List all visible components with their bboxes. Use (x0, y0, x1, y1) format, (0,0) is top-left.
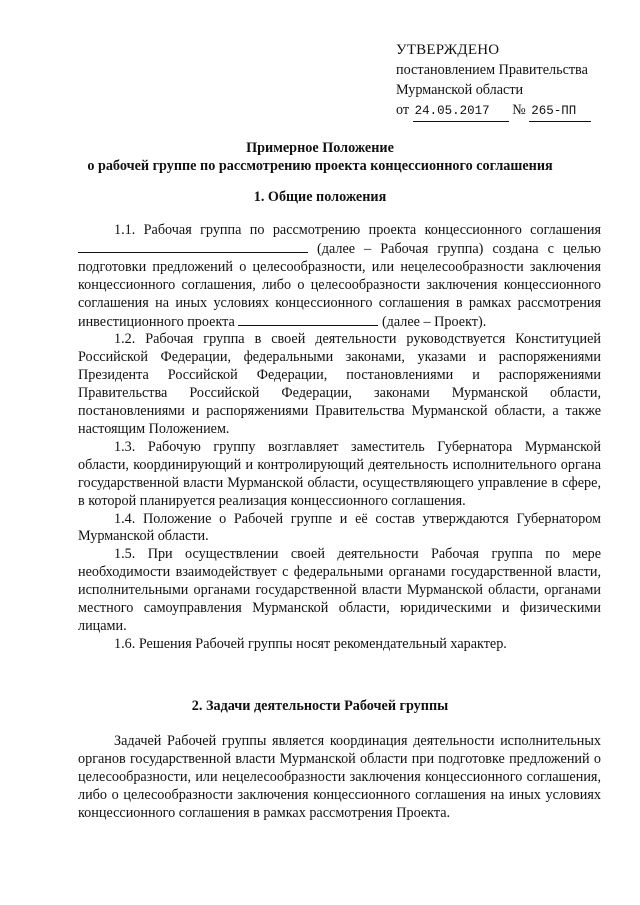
paragraph-1-5: 1.5. При осуществлении своей деятельности Рабочая группа по мере необходимости взаимодействует с федеральными органами государственной власти, исполнительными органами государственной власти Мурманской области, органами местного самоуправления Мурманской области, юридическими и физическими лицами. (78, 546, 601, 634)
section-1-body (78, 222, 601, 654)
approval-line-2: Мурманской области (396, 82, 524, 98)
decree-number: 265-ПП (529, 101, 591, 122)
blank-line (78, 240, 308, 253)
approval-heading: УТВЕРЖДЕНО (396, 42, 500, 58)
paragraph-1-6: 1.6. Решения Рабочей группы носят рекомендательный характер. (114, 635, 507, 652)
blank-line (238, 313, 378, 326)
paragraph-1-1-middle: (далее – Рабочая группа) создана с целью подготовки предложений о целесообразности, или нецелесообразности заключения концессионного соглашения, либо о целесообразности заключения концессионного соглашения на иных условиях концессионного соглашения в рамках рассмотрения инвестиционного проекта (78, 240, 602, 330)
approval-line-1: постановлением Правительства (396, 62, 588, 78)
section-1-heading: 1. Общие положения (253, 189, 387, 205)
section-2-body (78, 733, 601, 823)
paragraph-1-2: 1.2. Рабочая группа в своей деятельности руководствуется Конституцией Российской Федерации, федеральными законами, указами и распоряжениями Президента Российской Федерации, постановлениями и распоряжениями Правительства Российской Федерации, законами Мурманской области, постановлениями и распоряжениями Правительства Мурманской области, а также настоящим Положением. (78, 331, 601, 437)
paragraph-1-1-end: (далее – Проект). (381, 313, 487, 330)
paragraph-1-3: 1.3. Рабочую группу возглавляет заместитель Губернатора Мурманской области, координирующий и контролирующий деятельность исполнительного органа государственной власти Мурманской области, осуществляющего управление в сфере, в которой планируется реализация концессионного соглашения. (78, 438, 601, 509)
paragraph-2-1: Задачей Рабочей группы является координация деятельности исполнительных органов государственной власти Мурманской области при подготовке предложений о целесообразности, или нецелесообразности заключения концессионного соглашения, либо о целесообразности заключения концессионного соглашения на иных условиях концессионного соглашения в рамках рассмотрения Проекта. (78, 733, 601, 821)
decree-date: 24.05.2017 (413, 101, 509, 122)
number-prefix: № (512, 102, 526, 118)
document-title: Примерное Положение (246, 140, 394, 156)
approval-date-number (396, 100, 591, 122)
from-prefix: от (396, 102, 410, 118)
approval-stamp (396, 40, 591, 122)
document-subtitle: о рабочей группе по рассмотрению проекта концессионного соглашения (87, 158, 553, 174)
paragraph-1-1 (78, 222, 601, 331)
paragraph-1-1-start: 1.1. Рабочая группа по рассмотрению проекта концессионного соглашения (114, 222, 601, 238)
paragraph-1-4: 1.4. Положение о Рабочей группе и её состав утверждаются Губернатором Мурманской области. (78, 510, 601, 545)
section-2-heading: 2. Задачи деятельности Рабочей группы (191, 698, 449, 714)
